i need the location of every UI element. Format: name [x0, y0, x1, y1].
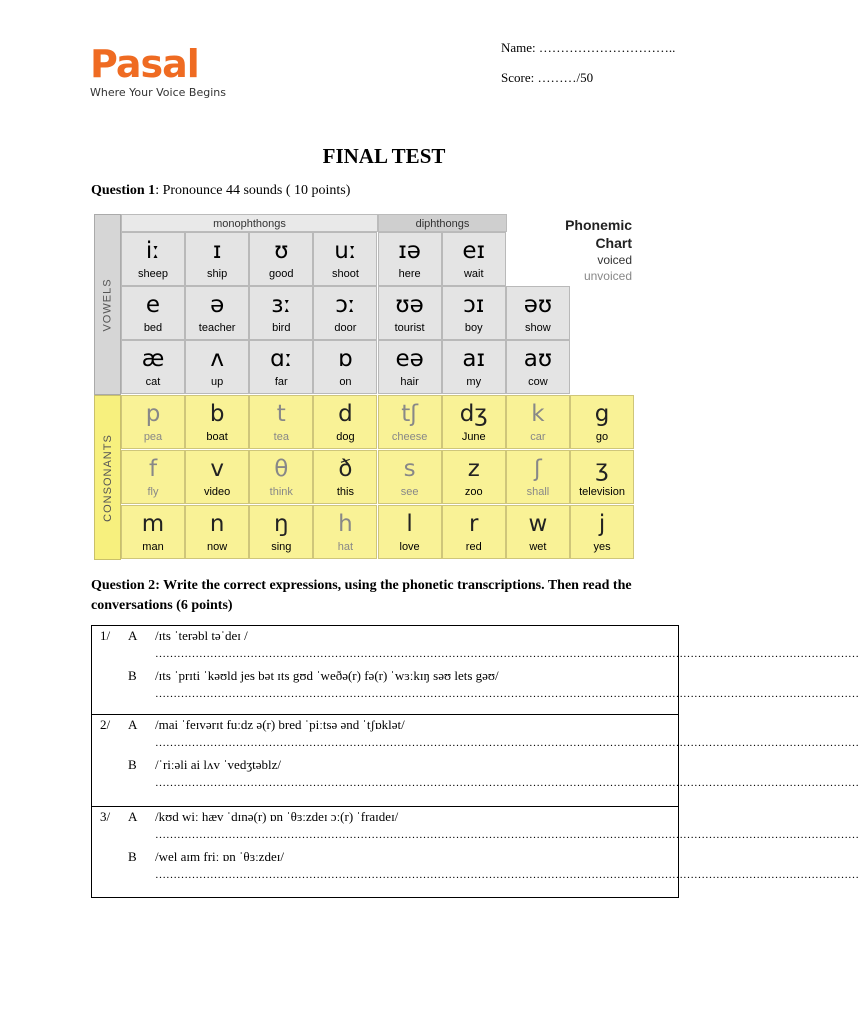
- answer-line[interactable]: …………………………………………………………………………………………………………………………………………………………………………: [155, 777, 859, 789]
- vowel-cell[interactable]: [313, 232, 377, 286]
- vowel-cell[interactable]: [506, 340, 570, 394]
- legend-title-1: Phonemic: [565, 217, 632, 233]
- phoneme-symbol: ɪ: [212, 238, 222, 264]
- vowels-side-label: VOWELS: [94, 214, 121, 395]
- vowel-cell[interactable]: [185, 232, 249, 286]
- example-word: tea: [273, 431, 289, 443]
- phoneme-symbol: ɔː: [335, 292, 356, 318]
- vowel-cell[interactable]: [185, 340, 249, 394]
- phoneme-symbol: n: [209, 511, 225, 537]
- example-word: television: [579, 486, 625, 498]
- legend-voiced: voiced: [597, 253, 632, 267]
- example-word: sheep: [138, 268, 168, 280]
- phoneme-symbol: ʊə: [395, 292, 424, 318]
- phoneme-symbol: h: [338, 511, 353, 537]
- example-word: hair: [400, 376, 419, 388]
- example-word: tourist: [394, 322, 425, 334]
- consonant-cell[interactable]: [313, 395, 377, 449]
- phoneme-symbol: m: [141, 511, 165, 537]
- example-word: ship: [207, 268, 228, 280]
- phoneme-symbol: ʊ: [274, 238, 289, 264]
- phoneme-symbol: əʊ: [523, 292, 553, 318]
- phoneme-symbol: w: [528, 511, 548, 537]
- example-word: pea: [143, 431, 163, 443]
- phoneme-symbol: d: [338, 401, 353, 427]
- example-word: man: [142, 541, 164, 553]
- vowel-cell[interactable]: [121, 340, 185, 394]
- speaker-label: B: [128, 849, 137, 864]
- phoneme-symbol: ʃ: [534, 456, 542, 482]
- score-field[interactable]: Score: ………/50: [501, 70, 594, 85]
- vowel-cell[interactable]: [378, 232, 442, 286]
- example-word: up: [211, 376, 224, 388]
- example-word: shoot: [331, 268, 359, 280]
- consonant-cell[interactable]: [185, 450, 249, 504]
- phoneme-symbol: ʒ: [595, 456, 609, 482]
- example-word: cheese: [391, 431, 428, 443]
- name-field[interactable]: Name: …………………………..: [501, 40, 676, 55]
- phoneme-symbol: b: [209, 401, 225, 427]
- phoneme-symbol: z: [467, 456, 480, 482]
- phoneme-symbol: tʃ: [401, 401, 418, 427]
- vowel-cell[interactable]: [249, 286, 313, 340]
- example-word: think: [269, 486, 293, 498]
- example-word: wet: [529, 541, 547, 553]
- example-word: cat: [145, 376, 161, 388]
- consonant-cell[interactable]: [121, 450, 185, 504]
- phoneme-symbol: ŋ: [274, 511, 289, 537]
- phonetic-transcription: /ˈriːəli ai lʌv ˈvedʒtəblz/: [155, 757, 281, 772]
- consonant-cell[interactable]: [249, 450, 313, 504]
- vowel-cell[interactable]: [121, 232, 185, 286]
- phonetic-transcription: /mai ˈfeɪvərɪt fuːdz ə(r) bred ˈpiːtsə ənd ˈtʃɒklət/: [155, 717, 405, 732]
- phoneme-symbol: θ: [274, 456, 289, 482]
- example-word: on: [339, 376, 352, 388]
- logo-tagline: Where Your Voice Begins: [90, 86, 226, 99]
- phoneme-symbol: aʊ: [523, 346, 553, 372]
- vowel-cell[interactable]: [121, 286, 185, 340]
- example-word: go: [595, 431, 609, 443]
- phoneme-symbol: eə: [395, 346, 424, 372]
- example-word: red: [465, 541, 482, 553]
- consonant-cell[interactable]: [570, 450, 634, 504]
- consonant-cell[interactable]: [442, 450, 506, 504]
- phoneme-symbol: ɔɪ: [463, 292, 485, 318]
- consonant-cell[interactable]: [378, 395, 442, 449]
- phoneme-symbol: ɪə: [398, 238, 421, 264]
- example-word: zoo: [464, 486, 483, 498]
- answer-line[interactable]: …………………………………………………………………………………………………………………………………………………………………………: [155, 829, 859, 841]
- phoneme-symbol: s: [403, 456, 416, 482]
- consonant-cell[interactable]: [570, 395, 634, 449]
- phoneme-symbol: ə: [210, 292, 225, 318]
- example-word: good: [269, 268, 294, 280]
- phoneme-symbol: iː: [145, 238, 161, 264]
- phoneme-symbol: ð: [338, 456, 353, 482]
- vowel-cell[interactable]: [313, 286, 377, 340]
- consonant-cell[interactable]: [378, 450, 442, 504]
- example-word: dog: [336, 431, 355, 443]
- example-word: car: [530, 431, 546, 443]
- example-word: teacher: [198, 322, 236, 334]
- phoneme-symbol: æ: [141, 346, 165, 372]
- phoneme-symbol: e: [145, 292, 161, 318]
- example-word: bird: [272, 322, 291, 334]
- vowel-cell[interactable]: [378, 340, 442, 394]
- phoneme-symbol: dʒ: [459, 401, 488, 427]
- logo-wordmark: Pasal: [90, 42, 199, 86]
- legend-title-2: Chart: [595, 235, 632, 251]
- exercise-block: [91, 806, 859, 898]
- example-word: yes: [593, 541, 611, 553]
- example-word: cow: [528, 376, 548, 388]
- phoneme-symbol: ʌ: [210, 346, 224, 372]
- monophthongs-header: monophthongs: [121, 214, 378, 232]
- consonant-cell[interactable]: [442, 395, 506, 449]
- example-word: here: [398, 268, 421, 280]
- exercise-number: 3/: [100, 809, 111, 824]
- phoneme-symbol: p: [145, 401, 161, 427]
- example-word: hat: [337, 541, 354, 553]
- speaker-label: A: [128, 717, 138, 732]
- phoneme-symbol: f: [148, 456, 158, 482]
- example-word: bed: [143, 322, 163, 334]
- consonant-cell[interactable]: [121, 395, 185, 449]
- example-word: sing: [271, 541, 292, 553]
- consonant-cell[interactable]: [121, 505, 185, 559]
- phoneme-symbol: t: [276, 401, 286, 427]
- example-word: wait: [463, 268, 484, 280]
- example-word: door: [334, 322, 357, 334]
- example-word: far: [274, 376, 288, 388]
- example-word: show: [525, 322, 551, 334]
- question-1-label: Question 1: [91, 183, 156, 198]
- question-1-heading: [91, 183, 350, 199]
- consonant-cell[interactable]: [506, 395, 570, 449]
- exercise-block: [91, 625, 859, 714]
- phoneme-symbol: j: [598, 511, 606, 537]
- vowel-cell[interactable]: [313, 340, 377, 394]
- consonant-cell[interactable]: [570, 505, 634, 559]
- vowel-cell[interactable]: [442, 340, 506, 394]
- phonetic-transcription: /kʊd wiː hæv ˈdɪnə(r) ɒn ˈθɜːzdeɪ ɔː(r) ˈfraɪdeɪ/: [155, 809, 399, 824]
- answer-line[interactable]: …………………………………………………………………………………………………………………………………………………………………………: [155, 688, 859, 700]
- question-1-text: : Pronounce 44 sounds ( 10 points): [155, 183, 351, 198]
- answer-line[interactable]: …………………………………………………………………………………………………………………………………………………………………………: [155, 737, 859, 749]
- example-word: video: [203, 486, 231, 498]
- consonant-cell[interactable]: [185, 395, 249, 449]
- exercise-block: [91, 714, 859, 806]
- consonant-cell[interactable]: [313, 450, 377, 504]
- phonetic-transcription: /ɪts ˈprɪti ˈkəʊld jes bət ɪts gʊd ˈweðə(r) fə(r) ˈwɜːkɪŋ səʊ lets gəʊ/: [155, 668, 499, 683]
- phoneme-symbol: v: [210, 456, 224, 482]
- answer-line[interactable]: …………………………………………………………………………………………………………………………………………………………………………: [155, 648, 859, 660]
- example-word: my: [466, 376, 482, 388]
- consonant-cell[interactable]: [378, 505, 442, 559]
- question-2-text: : Write the correct expressions, using the phonetic transcriptions. Then read the conversations (6 points): [91, 578, 632, 613]
- consonant-cell[interactable]: [506, 505, 570, 559]
- example-word: shall: [526, 486, 550, 498]
- example-word: June: [461, 431, 486, 443]
- phoneme-symbol: k: [531, 401, 545, 427]
- exercise-number: 1/: [100, 628, 111, 643]
- phoneme-symbol: uː: [334, 238, 357, 264]
- example-word: fly: [147, 486, 159, 498]
- example-word: boat: [206, 431, 228, 443]
- chart-legend: [539, 216, 632, 284]
- question-2-label: Question 2: [91, 578, 156, 593]
- vowel-cell[interactable]: [185, 286, 249, 340]
- example-word: see: [400, 486, 419, 498]
- phoneme-symbol: ɒ: [338, 346, 353, 372]
- vowel-cell[interactable]: [506, 286, 570, 340]
- answer-line[interactable]: …………………………………………………………………………………………………………………………………………………………………………: [155, 869, 859, 881]
- speaker-label: A: [128, 809, 138, 824]
- phonemic-chart: [94, 214, 638, 560]
- phoneme-symbol: g: [594, 401, 610, 427]
- consonants-side-label: CONSONANTS: [94, 395, 121, 560]
- consonant-cell[interactable]: [249, 505, 313, 559]
- page-title: FINAL TEST: [322, 144, 446, 168]
- example-word: now: [207, 541, 228, 553]
- phonetic-transcription: /ɪts ˈterəbl təˈdeɪ /: [155, 628, 248, 643]
- phonetic-transcription: /wel aɪm friː ɒn ˈθɜːzdeɪ/: [155, 849, 284, 864]
- phoneme-symbol: ɑː: [270, 346, 293, 372]
- exercise-number: 2/: [100, 717, 111, 732]
- speaker-label: B: [128, 668, 137, 683]
- diphthongs-header: diphthongs: [378, 214, 507, 232]
- speaker-label: A: [128, 628, 138, 643]
- vowel-cell[interactable]: [442, 286, 506, 340]
- consonant-cell[interactable]: [506, 450, 570, 504]
- vowel-cell[interactable]: [249, 340, 313, 394]
- consonant-cell[interactable]: [249, 395, 313, 449]
- phoneme-symbol: ɜː: [271, 292, 292, 318]
- example-word: this: [336, 486, 354, 498]
- phoneme-symbol: r: [469, 511, 479, 537]
- phoneme-symbol: aɪ: [462, 346, 486, 372]
- pasal-logo: [90, 44, 240, 99]
- consonant-cell[interactable]: [313, 505, 377, 559]
- speaker-label: B: [128, 757, 137, 772]
- example-word: boy: [464, 322, 483, 334]
- legend-unvoiced: unvoiced: [583, 269, 632, 283]
- question-2-heading: [91, 576, 691, 616]
- consonant-cell[interactable]: [185, 505, 249, 559]
- example-word: love: [399, 541, 420, 553]
- consonant-cell[interactable]: [442, 505, 506, 559]
- phoneme-symbol: eɪ: [462, 238, 486, 264]
- vowel-cell[interactable]: [378, 286, 442, 340]
- vowel-cell[interactable]: [249, 232, 313, 286]
- vowel-cell[interactable]: [442, 232, 506, 286]
- phoneme-symbol: l: [406, 511, 413, 537]
